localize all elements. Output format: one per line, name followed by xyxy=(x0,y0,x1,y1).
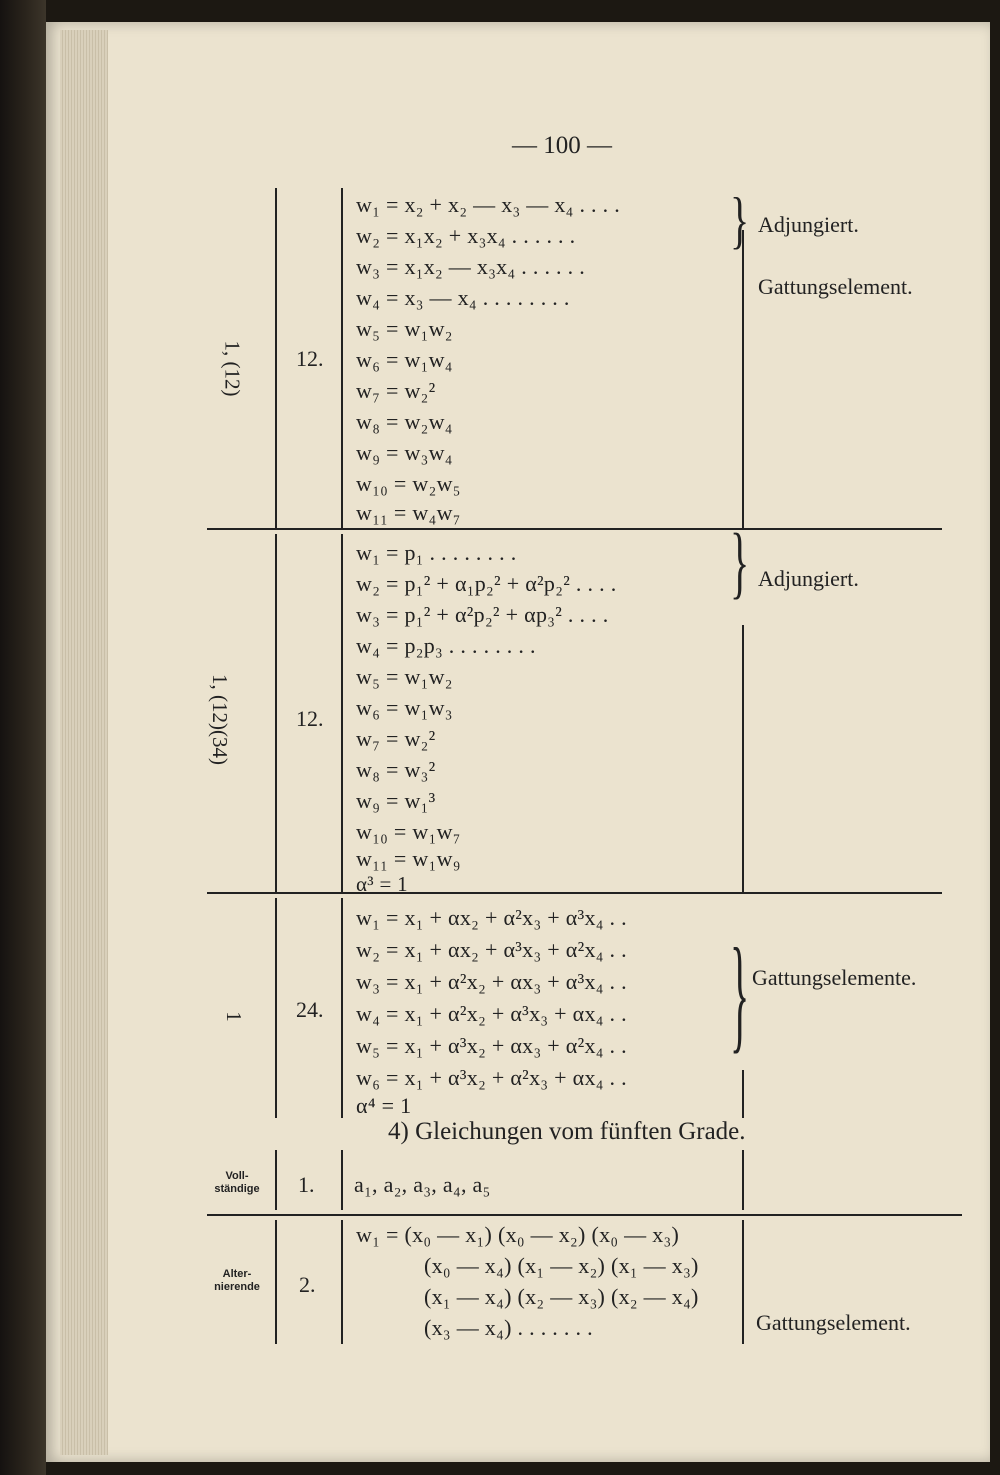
column-rule xyxy=(341,534,343,892)
note-label: Adjungiert. xyxy=(758,212,859,237)
column-rule xyxy=(742,1150,744,1210)
order-number: 2. xyxy=(299,1272,316,1297)
column-rule xyxy=(742,1070,744,1118)
equation-row: w₁ = x₂ + x₂ — x₃ — x₄ . . . . xyxy=(356,192,621,217)
page-edges xyxy=(60,30,108,1455)
equation-row: w₁₁ = w₄w₇ xyxy=(356,500,461,525)
equation-row: w₄ = x₃ — x₄ . . . . . . . . xyxy=(356,285,570,310)
order-number: 12. xyxy=(296,706,324,731)
equation-row: α⁴ = 1 xyxy=(356,1093,412,1118)
equation-row: (x₃ — x₄) . . . . . . . xyxy=(424,1315,593,1340)
column-rule xyxy=(341,188,343,528)
equation-row: w₆ = w₁w₃ xyxy=(356,695,453,720)
curly-brace: } xyxy=(730,921,750,1066)
equation-row: w₈ = w₂w₄ xyxy=(356,409,453,434)
column-rule xyxy=(742,1220,744,1344)
equation-row: w₁₀ = w₂w₅ xyxy=(356,471,461,496)
section-rule xyxy=(207,892,942,894)
equation-row: w₇ = w₂² xyxy=(356,378,436,403)
section-rule xyxy=(207,1214,962,1216)
book-binding-edge xyxy=(0,0,46,1475)
column-rule xyxy=(275,1150,277,1210)
equation-row: w₁ = (x₀ — x₁) (x₀ — x₂) (x₀ — x₃) xyxy=(356,1222,680,1247)
equation-row: w₈ = w₃² xyxy=(356,757,436,782)
group-label: Alter- nierende xyxy=(214,1268,260,1293)
equation-row: w₃ = x₁x₂ — x₃x₄ . . . . . . xyxy=(356,254,586,279)
equation-row: w₆ = w₁w₄ xyxy=(356,347,453,372)
equation-row: w₁ = x₁ + αx₂ + α²x₃ + α³x₄ . . xyxy=(356,905,627,930)
column-rule xyxy=(341,1150,343,1210)
column-rule xyxy=(275,188,277,528)
section-heading: 4) Gleichungen vom fünften Grade. xyxy=(388,1118,746,1145)
order-number: 12. xyxy=(296,346,324,371)
note-label: Gattungselement. xyxy=(758,274,913,299)
equation-row: a₁, a₂, a₃, a₄, a₅ xyxy=(354,1172,491,1197)
note-label: Gattungselement. xyxy=(756,1310,911,1335)
equation-row: w₉ = w₁³ xyxy=(356,788,436,813)
curly-brace: } xyxy=(730,183,750,256)
note-label: Gattungselemente. xyxy=(752,965,917,990)
equation-row: w₃ = p₁² + α²p₂² + αp₃² . . . . xyxy=(356,602,609,627)
curly-brace: } xyxy=(730,516,750,607)
equation-row: w₁ = p₁ . . . . . . . . xyxy=(356,540,517,565)
note-label: Adjungiert. xyxy=(758,566,859,591)
group-label: 1, (12)(34) xyxy=(207,674,232,765)
equation-row: w₁₀ = w₁w₇ xyxy=(356,819,461,844)
equation-row: w₅ = w₁w₂ xyxy=(356,664,453,689)
equation-row: w₄ = p₂p₃ . . . . . . . . xyxy=(356,633,536,658)
equation-row: w₉ = w₃w₄ xyxy=(356,440,453,465)
column-rule xyxy=(275,898,277,1118)
equation-row: w₅ = w₁w₂ xyxy=(356,316,453,341)
equation-row: w₃ = x₁ + α²x₂ + αx₃ + α³x₄ . . xyxy=(356,969,627,994)
equation-row: w₆ = x₁ + α³x₂ + α²x₃ + αx₄ . . xyxy=(356,1065,627,1090)
equation-row: w₂ = x₁x₂ + x₃x₄ . . . . . . xyxy=(356,223,576,248)
equation-row: w₅ = x₁ + α³x₂ + αx₃ + α²x₄ . . xyxy=(356,1033,627,1058)
column-rule xyxy=(742,625,744,892)
order-number: 24. xyxy=(296,997,324,1022)
column-rule xyxy=(275,534,277,892)
equation-row: w₂ = x₁ + αx₂ + α³x₃ + α²x₄ . . xyxy=(356,937,627,962)
equation-row: α³ = 1 xyxy=(356,872,408,896)
column-rule xyxy=(341,1220,343,1344)
column-rule xyxy=(742,230,744,528)
equation-row: w₇ = w₂² xyxy=(356,726,436,751)
group-label: Voll- ständige xyxy=(214,1170,260,1195)
equation-row: (x₁ — x₄) (x₂ — x₃) (x₂ — x₄) xyxy=(424,1284,699,1309)
equation-row: w₁₁ = w₁w₉ xyxy=(356,846,461,871)
column-rule xyxy=(341,898,343,1118)
group-label: 1 xyxy=(221,1011,246,1022)
equation-row: w₂ = p₁² + α₁p₂² + α²p₂² . . . . xyxy=(356,571,617,596)
equation-row: w₄ = x₁ + α²x₂ + α³x₃ + αx₄ . . xyxy=(356,1001,627,1026)
order-number: 1. xyxy=(298,1172,315,1197)
equation-row: (x₀ — x₄) (x₁ — x₂) (x₁ — x₃) xyxy=(424,1253,699,1278)
section-rule xyxy=(207,528,942,530)
page-number: — 100 — xyxy=(512,132,612,159)
group-label: 1, (12) xyxy=(220,340,245,397)
column-rule xyxy=(275,1220,277,1344)
